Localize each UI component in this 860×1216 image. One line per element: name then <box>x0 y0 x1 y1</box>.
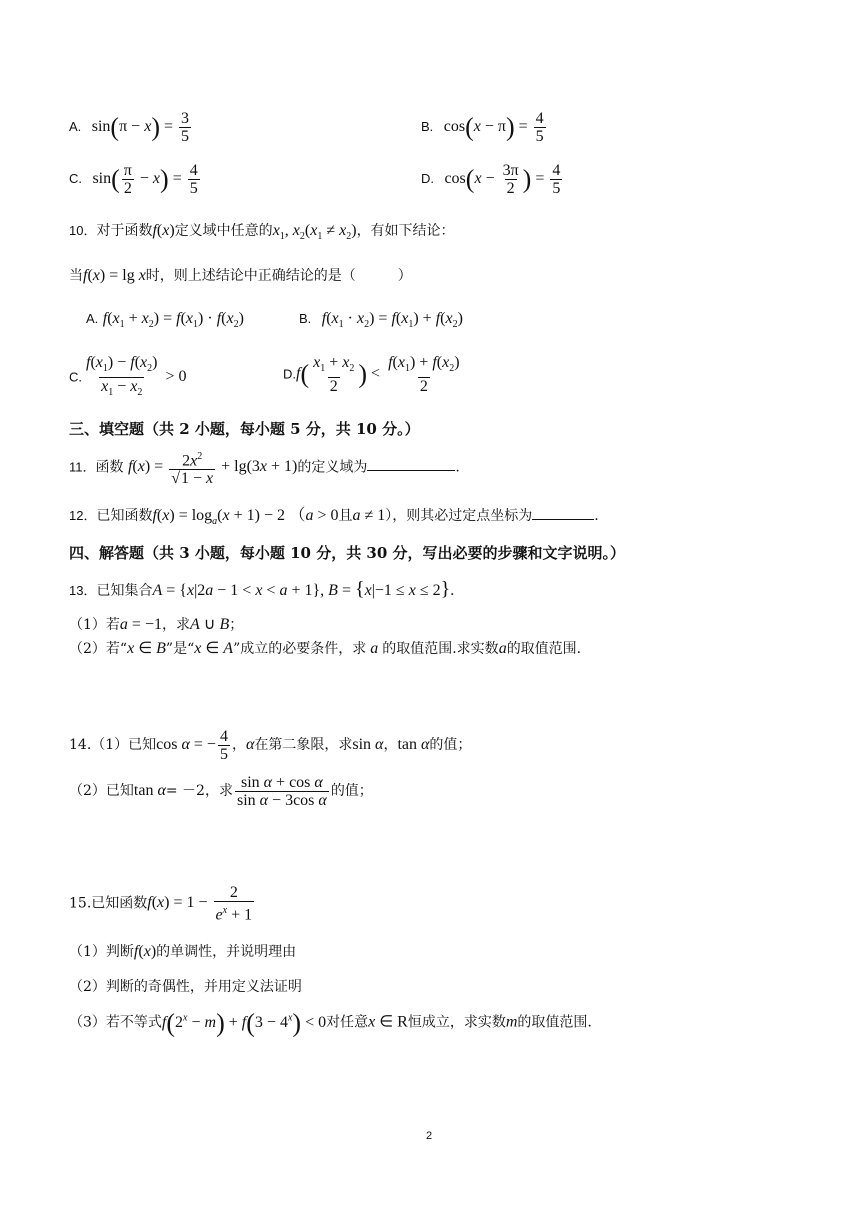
q15-text: 15.已知函数 <box>69 895 148 912</box>
q9-c-formula: sin( $\frac{\pi}{2}$ − x) = $\frac{4}{5}$ <box>92 162 198 197</box>
q15-fx: f(x) <box>133 943 157 960</box>
q14-text: 的值； <box>429 737 472 754</box>
q13-text: ”是“ <box>165 641 195 657</box>
q9-b-formula: cos(x − π) = $\frac{4}{5}$ <box>443 110 544 145</box>
q12 <box>69 502 599 527</box>
q10-option-a <box>86 310 244 330</box>
q14-text: （2）已知 <box>69 783 134 800</box>
q10-text: ，有如下结论： <box>356 223 455 239</box>
q13-part1 <box>69 614 243 634</box>
q10-c-formula: $\frac{f(x_1) - f(x_2)}{x_1 - x_2}$ > 0 <box>82 368 187 385</box>
q13-text: ； <box>229 617 244 633</box>
q14-text: ， <box>383 737 398 754</box>
q10-option-b <box>299 310 463 330</box>
option-label: C. <box>69 369 82 385</box>
option-label: B. <box>299 311 312 326</box>
q15-part1 <box>69 941 296 961</box>
q14-part1 <box>69 728 471 763</box>
q13-x-in-b: x ∈ B <box>127 640 166 657</box>
q11-text: 的定义域为 <box>297 459 368 476</box>
q10-condition <box>69 265 412 285</box>
q10-text: 对于函数 <box>96 223 153 239</box>
q15-text: 对任意 <box>326 1014 369 1031</box>
q10-b-formula: $f(x_1 \cdot x_2) = f(x_1) + f(x_2)$ <box>321 310 463 331</box>
q13-var-a: a <box>366 640 383 657</box>
q15-var-m: m <box>505 1013 518 1031</box>
q9-d-formula: cos(x − $\frac{3\pi}{2}$ ) = $\frac{4}{5}$ <box>444 162 561 197</box>
q9-option-b <box>421 110 548 145</box>
q15-formula: f(x) = 1 − $\frac{2}{e^x + 1}$ <box>147 884 253 924</box>
q10-text: 当 <box>69 268 83 284</box>
q9-option-c <box>69 162 202 197</box>
q13-text: 已知集合 <box>96 583 153 599</box>
q13-x-in-a: x ∈ A <box>194 640 234 657</box>
q14-ratio: $\frac{\text{sin α + cos α}}{\text{sin α − 3cos α}}$ <box>236 774 327 809</box>
q15-text: 的单调性，并说明理由 <box>156 944 297 960</box>
q14-text: ， <box>231 737 246 754</box>
q14-text: 14.（1）已知 <box>69 737 157 754</box>
q14-part2 <box>69 774 373 809</box>
q12-answer-blank[interactable] <box>532 505 594 520</box>
q9-a-formula: sin(π − x) = $\frac{3}{5}$ <box>91 110 190 145</box>
q11-formula: f(x) = $\frac{2x^2}{√1 - x}$ + lg(3x + 1) <box>127 451 298 488</box>
q13-text: （2）若“ <box>69 641 128 657</box>
q12-formula: $f(x) = \log_a(x + 1) - 2$ <box>152 507 285 528</box>
q13-var-a: a <box>498 640 507 657</box>
q15-text: （1）判断 <box>69 944 134 960</box>
q10-option-d <box>283 354 464 395</box>
q13-union: A ∪ B <box>189 616 230 633</box>
q14-cos: cos α = − $\frac{4}{5}$ <box>156 728 228 763</box>
q15-text: （3）若不等式 <box>69 1014 162 1031</box>
q13-text: 的取值范围. <box>506 641 582 657</box>
option-label: A. <box>69 119 82 135</box>
section-heading: 三、填空题（共 2 小题，每小题 5 分，共 10 分。） <box>69 420 420 438</box>
q13-text: 的取值范围.求实数 <box>382 641 499 657</box>
q15-part3 <box>69 1010 592 1036</box>
question-number: 12． <box>69 508 97 523</box>
q14-text: = －2，求 <box>165 783 233 800</box>
option-label: B. <box>421 119 434 135</box>
q9-option-a <box>69 110 193 145</box>
q14-tan: tan α <box>397 736 430 754</box>
page-number: 2 <box>426 1130 433 1142</box>
option-label: D. <box>283 366 296 382</box>
q10-fx: f(x) <box>152 222 175 239</box>
q13-a-value: a = −1 <box>119 616 162 633</box>
option-label: D. <box>421 171 434 187</box>
q10-text: 时，则上述结论中正确结论的是（ ） <box>145 268 412 284</box>
q13-sets: A = {x|2a − 1 < x < a + 1}, B = {x|−1 ≤ x ≤ 2}. <box>152 578 455 600</box>
q12-text: 已知函数 <box>96 508 153 524</box>
q10-text: 定义域中任意的 <box>174 223 273 239</box>
q12-cond-b: a ≠ 1 <box>352 507 386 524</box>
q10-lg: f(x) = lg x <box>83 267 146 284</box>
q11-text: 函数 <box>95 459 124 476</box>
question-number: 11． <box>69 459 96 475</box>
q10-option-c <box>69 354 187 401</box>
q12-text: ），则其必过定点坐标为 <box>385 508 533 524</box>
q11 <box>69 448 460 487</box>
q13-text: （1）若 <box>69 617 120 633</box>
q15-stem <box>69 884 256 923</box>
q10-d-formula: f( $\frac{x_1 + x_2}{2}$ ) < $\frac{f(x_1) + f(x_2)}{2}$ <box>296 354 460 396</box>
q12-cond-a: （a > 0 <box>289 507 339 524</box>
q13-part2 <box>69 638 581 658</box>
option-label: A. <box>86 311 99 326</box>
q10-x1x2: $x_1$, $x_2(x_1 \ne x_2)$ <box>272 222 357 243</box>
q12-text: . <box>594 508 599 524</box>
q14-text: 的值； <box>330 783 373 800</box>
section-heading: 四、解答题（共 3 小题，每小题 10 分，共 30 分，写出必要的步骤和文字说明。） <box>69 544 626 562</box>
q15-domain: x ∈ R <box>368 1013 408 1031</box>
q11-text: . <box>455 459 460 476</box>
q14-tan2: tan α <box>133 782 166 800</box>
q14-text: 在第二象限，求 <box>254 737 353 754</box>
q15-text: 的取值范围. <box>517 1014 592 1031</box>
q13-text: ”成立的必要条件，求 <box>233 641 367 657</box>
q10-a-formula: $f(x_1 + x_2) = f(x_1) \cdot f(x_2)$ <box>102 310 244 331</box>
q14-alpha: α <box>245 736 255 754</box>
q9-option-d <box>421 162 564 197</box>
question-number: 10． <box>69 223 97 238</box>
question-number: 13． <box>69 583 97 598</box>
q15-text: 恒成立，求实数 <box>407 1014 506 1031</box>
q15-part2: （2）判断的奇偶性，并用定义法证明 <box>69 979 302 995</box>
q11-answer-blank[interactable] <box>367 456 455 471</box>
q14-sin: sin α <box>352 736 384 754</box>
q13-stem <box>69 578 454 601</box>
option-label: C. <box>69 171 82 187</box>
q15-inequality: $f(2^x - m) + f(3 - 4^x) < 0$ <box>161 1008 327 1037</box>
q13-text: ，求 <box>161 617 190 633</box>
q10-stem <box>69 220 455 242</box>
q12-text: 且 <box>338 508 353 524</box>
